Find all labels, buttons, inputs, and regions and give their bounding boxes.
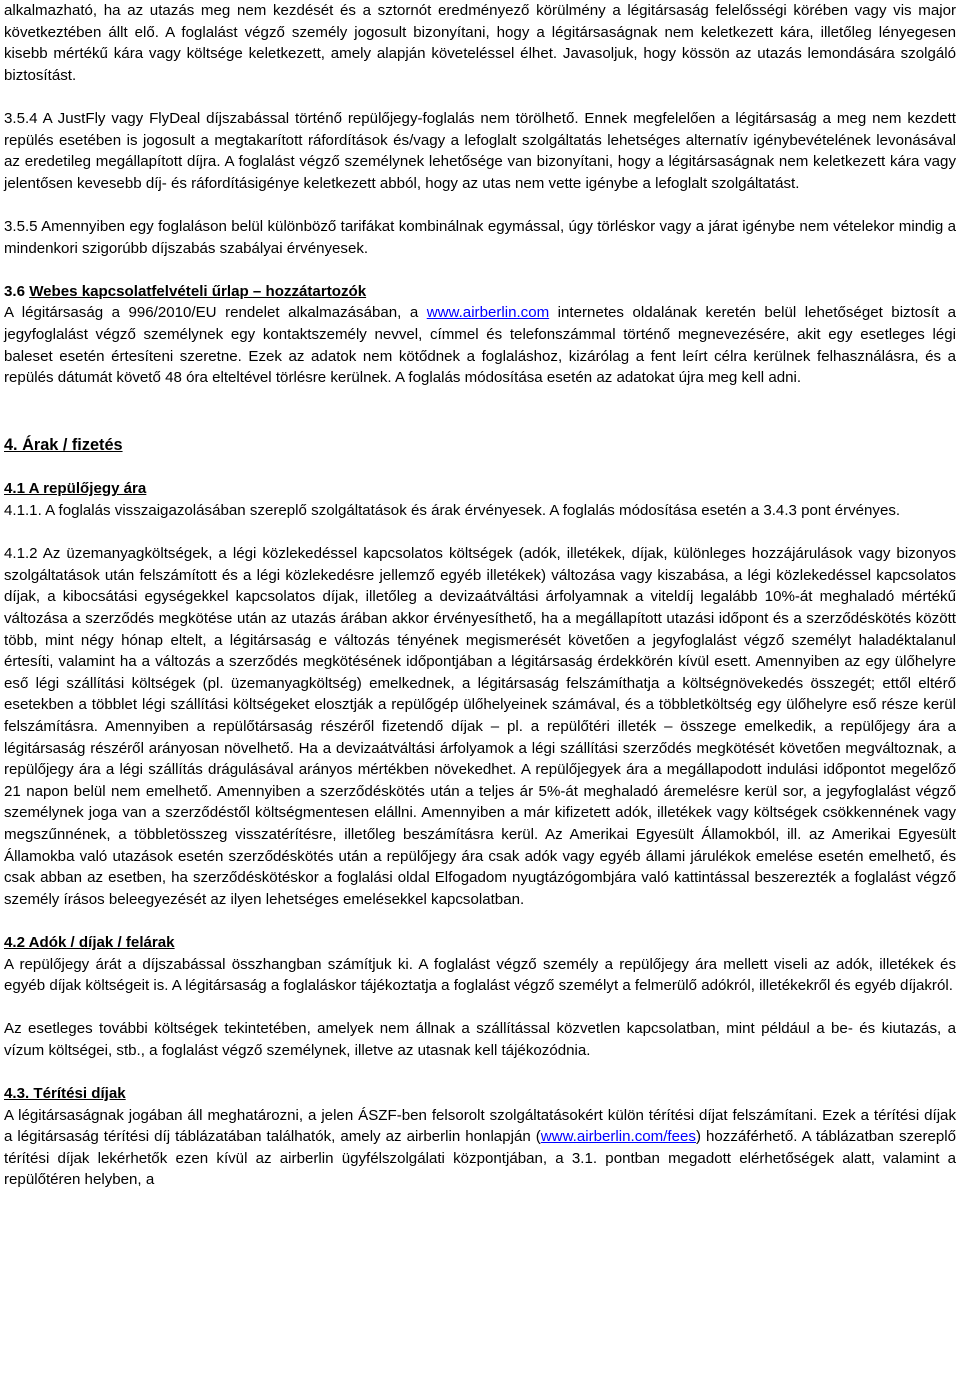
spacer — [4, 414, 956, 436]
airberlin-fees-link[interactable]: www.airberlin.com/fees — [540, 1128, 696, 1146]
spacer — [4, 910, 956, 932]
section-3-6-title: Webes kapcsolatfelvételi űrlap – hozzátartozók — [29, 282, 367, 300]
paragraph-4-1-2: 4.1.2 Az üzemanyagköltségek, a légi közlekedéssel kapcsolatos költségek (adók, illetékek, díjak, különleges hozzájárulások vagy bizonyos szolgáltatások után felszámított és a légi közlekedésre jellemző egyéb illetékek) változása vagy kiszabása, a légi közlekedéssel kapcsolatos díjak, a kibocsátási egységekkel kapcsolatos díjak, illetőleg a devizaátváltási árfolyamnak a viteldíj legalább 10%-át meghaladó mértékű változása a szerződés megkötése után az utazás árában akkor érvényesíthető, ha a megállapított utazási időpont és a szerződéskötés között több, mint négy hónap eltelt, a légitársaság e változás tényének megismerését követően a jegyfoglalást végző személyt haladéktalanul értesíti, valamint ha a változás a szerződés megkötésének időpontjában a légitársaság érdekkörén kívül esett. Amennyiben az egy ülőhelyre eső légi szállítási költségek (pl. üzemanyagköltség) emelkednek, a légitársaság felszámíthatja a költségnövekedés összegét; ettől eltérő esetekben a többlet légi szállítási költségeket elosztják a repülőgép ülőhelyeinek számával, és a többletköltség egy ülőhelyre eső része kerül felszámításra. Amennyiben a repülőtársaság részéről fizetendő díjak – pl. a repülőtéri illeték – összege emelkedik, a repülőjegy ára a légitársaság részéről arányosan növelhető. Ha a devizaátváltási árfolyamok a légi szállítási szerződés megkötését követően megváltoznak, a repülőjegy ára a légi szállítás drágulásával arányos mértékben növekedhet. A repülőjegyek ára a megállapodott indulási időpontot megelőző 21 napon belül nem emelhető. Amennyiben a szerződéskötés után a teljes ár 5%-át meghaladó áremelésre kerül sor, a jegyfoglalást végző személynek joga van a szerződéstől költségmentesen elállni. Amennyiben a már kifizetett adók, illetékek vagy költségek csökkennének vagy megszűnnének, a többletösszeg visszatérítésre, illetőleg beszámításra kerül. Az Amerikai Egyesült Államokból, ill. az Amerikai Egyesült Államokba való utazások esetén szerződéskötés után a repülőjegy ára csak adók vagy egyéb állami járulékok emelése esetén emelhető, és csak abban az esetben, ha szerződéskötéskor a foglalási oldal Elfogadom nyugtázógombjára való kattintással beszerezték a foglalást végző személy írásos beleegyezését az ilyen lehetséges emelésekkel kapcsolatban. — [4, 545, 956, 908]
paragraph-3-6-part2: internetes oldalának keretén belül lehetőséget biztosít a jegyfoglalást végző személynek egy kontaktszemély nevvel, címmel és telefonszámmal történő megnevezésére, akit egy esetleges légi baleset esetén értesíteni szeretne. Ezek az adatok nem kötődnek a foglaláshoz, kizárólag a fent leírt célra kerülnek felhasználásra, és a repülés dátumát követő 48 óra elteltével törlésre kerülnek. A foglalás módosítása esetén az adatokat újra meg kell adni. — [4, 304, 956, 387]
paragraph-3-6-part1: A légitársaság a 996/2010/EU rendelet alkalmazásában, a — [4, 304, 427, 322]
section-4-3-heading: 4.3. Térítési díjak — [4, 1085, 126, 1103]
airberlin-link[interactable]: www.airberlin.com — [426, 304, 550, 322]
section-4-2-heading: 4.2 Adók / díjak / felárak — [4, 933, 175, 951]
spacer — [4, 86, 956, 108]
spacer — [4, 259, 956, 281]
spacer — [4, 389, 956, 414]
spacer — [4, 997, 956, 1019]
paragraph-4-3-part1: A légitársaságnak jogában áll meghatározni, a jelen ÁSZF-ben felsorolt szolgáltatásokért külön térítési díjat felszámítani. Ezek a térítési díjak a légitársaság térítési díj táblázatában találhatók, amely az airberlin honlapján ( — [4, 1106, 956, 1146]
spacer — [4, 1062, 956, 1084]
paragraph-3-6 — [4, 302, 956, 388]
spacer — [4, 522, 956, 544]
section-4-1-heading: 4.1 A repülőjegy ára — [4, 480, 147, 498]
paragraph-4-3-part2: ) hozzáférhető. A táblázatban szereplő térítési díjak lekérhetők ezen kívül az airberlin ügyfélszolgálati központjában, a 3.1. pontban megadott elérhetőségek alatt, valamint a repülőtéren helyben, a — [4, 1128, 957, 1189]
section-4-heading: 4. Árak / fizetés — [4, 436, 123, 455]
paragraph-3-5-5: 3.5.5 Amennyiben egy foglaláson belül különböző tarifákat kombinálnak egymással, úgy törléskor vagy a járat igénybe nem vételekor mindig a mindenkori szigorúbb díjszabás szabályai érvényesek. — [4, 217, 956, 257]
section-3-6-heading — [4, 281, 956, 303]
paragraph-3-5-4: 3.5.4 A JustFly vagy FlyDeal díjszabással történő repülőjegy-foglalás nem törölhető. Ennek megfelelően a légitársaság a meg nem kezdett repülés esetében is jogosult a megtakarított ráfordítások és/vagy a lefoglalt szolgáltatás lehetséges alternatív igénybevételének levonásával az eredetileg megállapított díjra. A foglalást végző személynek lehetősége van bizonyítani, hogy a légitársaságnak nem keletkezett kára vagy jelentősen kevesebb díj- és ráfordításigénye keletkezett abból, hogy az utas nem vette igénybe a lefoglalt szolgáltatást. — [4, 109, 956, 192]
paragraph-4-3 — [4, 1105, 956, 1191]
spacer — [4, 457, 956, 479]
spacer — [4, 194, 956, 216]
section-3-6-number: 3.6 — [4, 282, 30, 300]
paragraph-intro: alkalmazható, ha az utazás meg nem kezdését és a sztornót eredményező körülmény a légitársaság felelősségi körében vagy vis major következtében állt elő. A foglalást végző személy jogosult bizonyítani, hogy a légitársaságnak nem keletkezett kára, illetőleg lényegesen kisebb mértékű kára vagy költsége keletkezett, amely alapján követeléssel élhet. Javasoljuk, hogy kössön az utazás lemondására szolgáló biztosítást. — [4, 2, 956, 84]
paragraph-4-2-b: Az esetleges további költségek tekintetében, amelyek nem állnak a szállítással közvetlen kapcsolatban, mint például a be- és kiutazás, a vízum költségei, stb., a foglalást végző személynek, illetve az utasnak kell tájékozódnia. — [4, 1020, 956, 1059]
paragraph-4-2-a: A repülőjegy árát a díjszabással összhangban számítjuk ki. A foglalást végző személy a repülőjegy ára mellett viseli az adók, illetékek és egyéb díjak költségeit is. A légitársaság a foglaláskor tájékoztatja a foglalást végző személyt a felmerülő adókról, illetékekről és egyéb díjakról. — [4, 955, 956, 995]
paragraph-4-1-1: 4.1.1. A foglalás visszaigazolásában szereplő szolgáltatások és árak érvényesek. A foglalás módosítása esetén a 3.4.3 pont érvényes. — [4, 502, 901, 520]
